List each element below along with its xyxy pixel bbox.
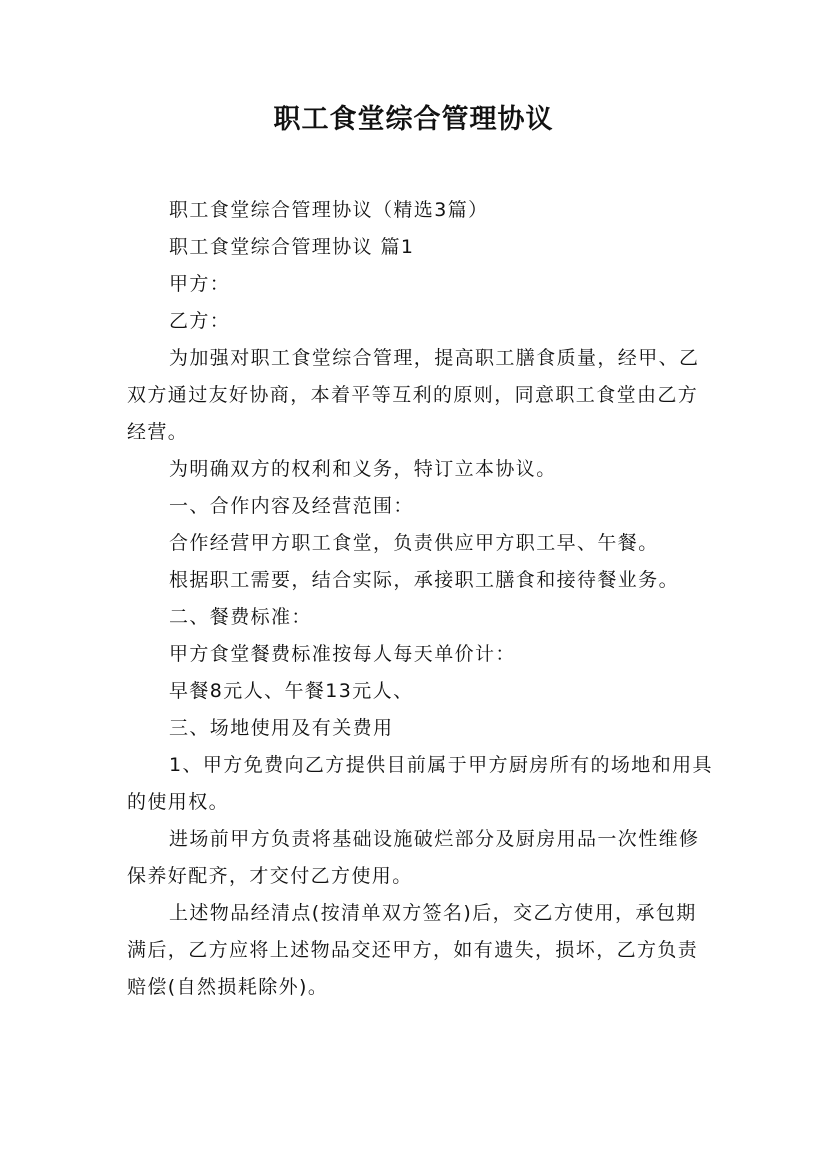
paragraph: 根据职工需要，结合实际，承接职工膳食和接待餐业务。 xyxy=(169,569,680,591)
paragraph: 早餐8元人、午餐13元人、 xyxy=(169,680,414,702)
paragraph: 三、场地使用及有关费用 xyxy=(169,717,394,739)
paragraph: 甲方： xyxy=(169,273,231,295)
paragraph: 进场前甲方负责将基础设施破烂部分及厨房用品一次性维修保养好配齐，才交付乙方使用。 xyxy=(127,828,700,887)
document-body xyxy=(127,192,717,1006)
paragraph: 乙方： xyxy=(169,310,231,332)
paragraph: 甲方食堂餐费标准按每人每天单价计： xyxy=(169,643,516,665)
paragraph: 职工食堂综合管理协议（精选3篇） xyxy=(169,199,489,221)
paragraph: 一、合作内容及经营范围： xyxy=(169,495,414,517)
paragraph: 合作经营甲方职工食堂，负责供应甲方职工早、午餐。 xyxy=(169,532,659,554)
paragraph: 为加强对职工食堂综合管理，提高职工膳食质量，经甲、乙双方通过友好协商，本着平等互利的原则，同意职工食堂由乙方经营。 xyxy=(127,347,700,443)
paragraph: 为明确双方的权利和义务，特订立本协议。 xyxy=(169,458,557,480)
paragraph: 上述物品经清点(按清单双方签名)后，交乙方使用，承包期满后，乙方应将上述物品交还甲方，如有遗失，损坏，乙方负责赔偿(自然损耗除外)。 xyxy=(127,902,699,998)
paragraph: 职工食堂综合管理协议 篇1 xyxy=(169,236,415,258)
document-title: 职工食堂综合管理协议 xyxy=(273,104,554,135)
paragraph: 1、甲方免费向乙方提供目前属于甲方厨房所有的场地和用具的使用权。 xyxy=(127,754,713,813)
paragraph: 二、餐费标准： xyxy=(169,606,312,628)
